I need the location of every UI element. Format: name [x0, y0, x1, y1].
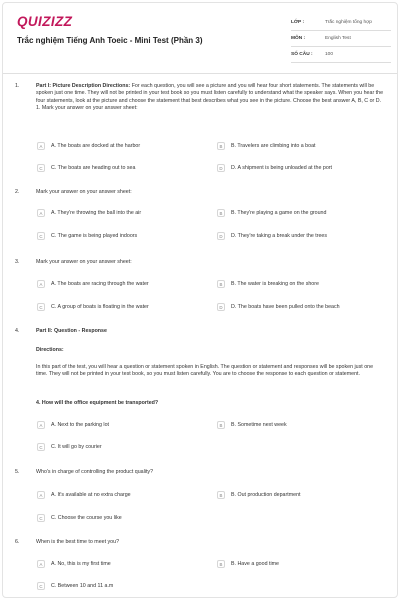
option-3d[interactable] — [217, 301, 340, 313]
option-letter: A — [37, 491, 45, 499]
meta-row-class — [291, 15, 391, 31]
page-title: Trắc nghiệm Tiếng Anh Toeic - Mini Test (Phần 3) — [17, 36, 203, 45]
option-text: A. The boats are racing through the water — [51, 281, 149, 287]
option-6a[interactable] — [37, 558, 111, 570]
option-5c[interactable] — [37, 512, 122, 524]
option-letter: B — [217, 280, 225, 288]
option-text: D. The boats have been pulled onto the beach — [231, 304, 340, 310]
question-4 — [15, 328, 385, 336]
option-text: B. Have a good time — [231, 561, 279, 567]
option-4b[interactable] — [217, 419, 287, 431]
option-letter: A — [37, 142, 45, 150]
option-letter: A — [37, 280, 45, 288]
option-1d[interactable] — [217, 162, 332, 174]
option-letter: D — [217, 164, 225, 172]
option-text: A. No, this is my first time — [51, 561, 111, 567]
option-6c[interactable] — [37, 580, 113, 592]
option-letter: C — [37, 303, 45, 311]
question-prompt-wrap — [36, 400, 385, 407]
meta-key: MÔN : — [291, 36, 306, 41]
option-text: B. Travelers are climbing into a boat — [231, 143, 316, 149]
option-text: D. They're taking a break under the trees — [231, 233, 328, 239]
option-letter: C — [37, 582, 45, 590]
quizizz-logo: QUIZIZZ — [17, 14, 73, 29]
meta-value: Trắc nghiệm tổng hợp — [325, 20, 372, 25]
option-3c[interactable] — [37, 301, 149, 313]
worksheet-page — [2, 2, 398, 598]
question-number: 5. — [15, 469, 20, 475]
option-4c[interactable] — [37, 441, 102, 453]
option-letter: C — [37, 443, 45, 451]
option-text: B. The water is breaking on the shore — [231, 281, 319, 287]
question-directions: For each question, you will see a picture and you will hear four short statements. The statements will be spoken just one time. They will not be printed in your test book so you must listen carefully to understand what the speaker says. When you hear the four statements, look at the picture and choose the statement that best describes what you see in the picture. Choose the best answer A, B, C or D. 1. Mark your answer on your answer sheet: — [36, 83, 384, 112]
option-letter: A — [37, 209, 45, 217]
meta-row-subject — [291, 31, 391, 47]
question-prompt: 4. How will the office equipment be transported? — [36, 400, 159, 406]
option-letter: D — [217, 303, 225, 311]
option-letter: A — [37, 560, 45, 568]
option-2b[interactable] — [217, 207, 326, 219]
option-1a[interactable] — [37, 140, 140, 152]
question-2 — [15, 189, 385, 197]
question-6 — [15, 539, 385, 547]
option-2a[interactable] — [37, 207, 141, 219]
option-text: C. A group of boats is floating in the water — [51, 304, 149, 310]
question-number: 3. — [15, 259, 20, 265]
option-letter: B — [217, 560, 225, 568]
option-1c[interactable] — [37, 162, 135, 174]
option-text: C. It will go by courier — [51, 444, 102, 450]
option-text: C. Choose the course you like — [51, 515, 122, 521]
meta-row-count — [291, 47, 391, 63]
meta-key: LỚP : — [291, 20, 305, 25]
question-text: Mark your answer on your answer sheet: — [36, 189, 132, 195]
option-text: A. It's available at no extra charge — [51, 492, 131, 498]
option-text: A. The boats are docked at the harbor — [51, 143, 141, 149]
option-letter: D — [217, 232, 225, 240]
question-number: 6. — [15, 539, 20, 545]
question-number: 4. — [15, 328, 20, 334]
option-letter: C — [37, 232, 45, 240]
meta-table — [291, 15, 391, 63]
section-heading-wrap — [36, 328, 385, 335]
question-text: When is the best time to meet you? — [36, 539, 120, 545]
directions-label-wrap — [36, 347, 385, 354]
option-5b[interactable] — [217, 489, 301, 501]
option-text: B. They're playing a game on the ground — [231, 210, 327, 216]
option-letter: A — [37, 421, 45, 429]
option-2c[interactable] — [37, 230, 137, 242]
option-letter: C — [37, 164, 45, 172]
worksheet-header — [3, 3, 397, 67]
option-letter: B — [217, 421, 225, 429]
option-text: C. The boats are heading out to sea — [51, 165, 136, 171]
option-text: B. Sometime next week — [231, 422, 287, 428]
option-text: A. They're throwing the ball into the air — [51, 210, 142, 216]
option-5a[interactable] — [37, 489, 131, 501]
option-3b[interactable] — [217, 278, 319, 290]
question-text: Mark your answer on your answer sheet: — [36, 259, 132, 265]
option-4a[interactable] — [37, 419, 109, 431]
question-number: 2. — [15, 189, 20, 195]
option-letter: B — [217, 491, 225, 499]
question-directions: In this part of the test, you will hear a question or statement spoken in English. The question or statement and responses will be spoken just one time. They will not be printed in your test book, so you must listen carefully. You are to choose the response to each question or statement. — [36, 364, 374, 378]
question-text — [36, 83, 385, 113]
section-heading: Part II: Question - Response — [36, 328, 107, 334]
option-3a[interactable] — [37, 278, 149, 290]
option-6b[interactable] — [217, 558, 279, 570]
question-5 — [15, 469, 385, 477]
option-letter: B — [217, 209, 225, 217]
question-3 — [15, 259, 385, 267]
option-letter: B — [217, 142, 225, 150]
option-text: B. Out production department — [231, 492, 301, 498]
option-text: C. The game is being played indoors — [51, 233, 138, 239]
header-divider — [3, 73, 397, 74]
question-4-directions-label — [15, 347, 385, 355]
meta-value: 100 — [325, 52, 334, 57]
question-text: Who's in charge of controlling the product quality? — [36, 469, 154, 475]
meta-key: SỐ CÂU : — [291, 52, 313, 57]
option-1b[interactable] — [217, 140, 316, 152]
question-4-directions — [15, 364, 385, 388]
option-2d[interactable] — [217, 230, 327, 242]
option-text: C. Between 10 and 11 a.m — [51, 583, 114, 589]
question-4-prompt — [15, 400, 385, 408]
option-letter: C — [37, 514, 45, 522]
question-number: 1. — [15, 83, 20, 89]
meta-value: English Test — [325, 36, 351, 41]
option-text: D. A shipment is being unloaded at the port — [231, 165, 333, 171]
question-1 — [15, 83, 385, 138]
option-text: A. Next to the parking lot — [51, 422, 110, 428]
directions-label: Directions: — [36, 347, 64, 353]
section-heading: Part I: Picture Description Directions: — [36, 83, 131, 89]
